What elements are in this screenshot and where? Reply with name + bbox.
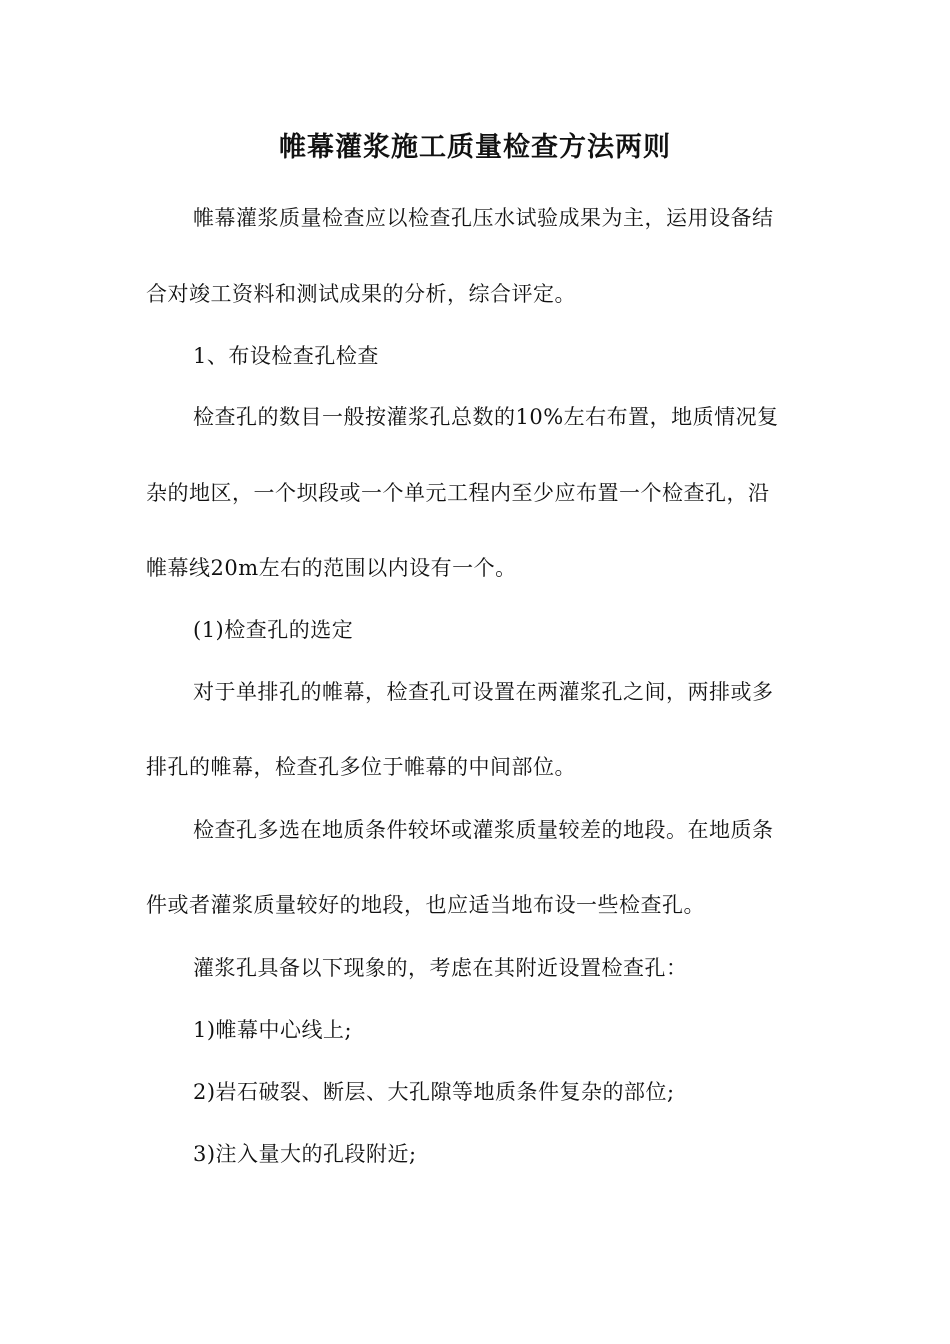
- paragraph-line: 杂的地区，一个坝段或一个单元工程内至少应布置一个检查孔，沿: [146, 481, 770, 505]
- list-item: 2)岩石破裂、断层、大孔隙等地质条件复杂的部位;: [193, 1080, 675, 1104]
- paragraph-line: 合对竣工资料和测试成果的分析，综合评定。: [146, 282, 576, 306]
- paragraph-line: 灌浆孔具备以下现象的，考虑在其附近设置检查孔：: [193, 956, 688, 980]
- paragraph-line: 件或者灌浆质量较好的地段，也应适当地布设一些检查孔。: [146, 893, 705, 917]
- section-heading: 1、布设检查孔检查: [193, 344, 379, 368]
- paragraph-line: 帷幕线20m左右的范围以内设有一个。: [146, 556, 517, 580]
- paragraph-line: 帷幕灌浆质量检查应以检查孔压水试验成果为主，运用设备结: [193, 206, 774, 230]
- paragraph-line: 检查孔多选在地质条件较坏或灌浆质量较差的地段。在地质条: [193, 818, 774, 842]
- list-item: 3)注入量大的孔段附近;: [193, 1142, 417, 1166]
- list-item: 1)帷幕中心线上;: [193, 1018, 353, 1042]
- paragraph-line: 排孔的帷幕，检查孔多位于帷幕的中间部位。: [146, 755, 576, 779]
- paragraph-line: 对于单排孔的帷幕，检查孔可设置在两灌浆孔之间，两排或多: [193, 680, 774, 704]
- document-title: 帷幕灌浆施工质量检查方法两则: [279, 132, 671, 163]
- paragraph-line: 检查孔的数目一般按灌浆孔总数的10%左右布置，地质情况复: [193, 405, 779, 429]
- subsection-heading: (1)检查孔的选定: [193, 618, 354, 642]
